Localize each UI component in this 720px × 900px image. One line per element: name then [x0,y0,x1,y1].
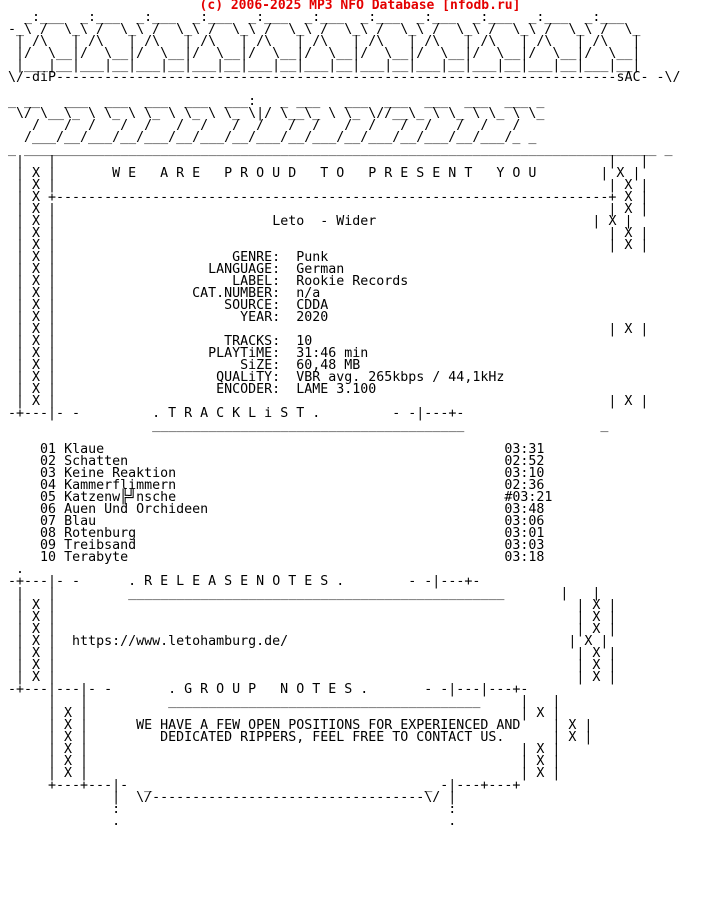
track-name: Terabyte [64,550,129,565]
group-notes-heading: . G R O U P N O T E S . [168,682,369,697]
info-label: GENRE: [232,250,281,265]
tracklist-heading: . T R A C K L i S T . [152,406,321,421]
track-name: Blau [64,514,97,529]
logo-art-line: |/ \__|/ \__|/ \__|/ \__|/ \__|/ \__|/ \__|/ \__|/ \__|/ \__|/ \__| [8,46,641,61]
info-value: n/a [296,286,321,301]
track-time: 03:48 [504,502,545,517]
track-num: 05 [40,490,57,505]
track-time: 03:06 [504,514,545,529]
release-title: - Wider [320,214,377,229]
info-label: SOURCE: [224,298,281,313]
track-time: 03:03 [504,538,545,553]
track-num: 08 [40,526,57,541]
track-time: 03:10 [504,466,545,481]
track-time: 02:52 [504,454,545,469]
track-time: 02:36 [504,478,545,493]
group-notes-line: DEDICATED RIPPERS, FEEL FREE TO CONTACT US. [160,730,505,745]
track-name: Auen Und Orchideen [64,502,209,517]
stat-label: ENCODER: [216,382,281,397]
info-value: Rookie Records [296,274,409,289]
stat-value: 60,48 MB [296,358,361,373]
track-name: Kammerflimmern [64,478,177,493]
track-num: 10 [40,550,57,565]
track-name: Klaue [64,442,105,457]
intro-heading: W E A R E P R O U D T O P R E S E N T Y O U [112,166,537,181]
logo2-art-line: / / / / / / / / / / / / / / / / / / [8,118,521,133]
track-name: Katzenw╠╝nsche [64,490,177,505]
track-time: #03:21 [504,490,553,505]
stat-value: LAME 3.100 [296,382,377,397]
logo-art-line: -_\ / \_\ / \_\ / \_\ / \_\ / \_\ / \_\ / \_\ / \_\ / \_\ / \_\ / \_ [8,22,641,37]
stat-value: VBR avg. 265kbps / 44,1kHz [296,370,505,385]
track-num: 03 [40,466,57,481]
info-value: German [296,262,345,277]
stat-value: 31:46 min [296,346,369,361]
logo2-art-line: /___/__/___/__/___/__/___/__/___/__/___/__/___/__/___/__/___/_ _ [8,130,537,145]
stat-label: QUALiTY: [216,370,281,385]
credit-right: sAC- [616,70,649,85]
track-num: 07 [40,514,57,529]
track-num: 01 [40,442,57,457]
track-time: 03:31 [504,442,545,457]
info-label: CAT.NUMBER: [192,286,281,301]
release-artist: Leto [272,214,305,229]
logo2-art-line: _ __ ___ ___ ___ ___ ___: _ ___ ___ ___ ___ ___ ___ _ [8,94,545,109]
track-name: Rotenburg [64,526,137,541]
nfo-text: _:___ _:___ _:___ _:___ _:___ _:___ _:___ _:___ _:___ _:___ _:___ -_\ / \_\ / \_\ / \_\ / \_\ / \_\ / \_\ / \_\ / \_\ / \_\ / \_\ / \_ | /\ | /\ | /\ | /\ | /\ | /\ | /\ | /\ | /\ | /\ | /\ | |/ \__|/ \__|/ \__|/ \__|/ \__|/ \__|/ \__|/ \__|/ \__|/ \__|/ \__| |___|__|___|__|___|__|___|__|___|__|___|__|___|__|___|__|___|__|___|__|___|__| \/-diP----------------------------------------------------------------------sAC- -\/ _ __ ___ ___ ___ ___ ___: _ ___ ___ ___ ___ ___ ___ _ \/ \__\_ \ \_ \ \_ \ \_ \ \_ \|/ \__\_ \ \_ \//__\_ \ \_ \ \_ \ \_ / / / / / / / / / / / / / / / / / / /___/__/___/__/___/__/___/__/___/__/___/__/___/__/___/__/___/_ _ _ _______________________________________________________________________________ _ | | | | | X | W E A R E P R O U D T O P R E S E N T Y O U | X | | X | | X | | X +---------------------------------------------------------------------+ X | | X | | X | | X | Leto - Wider | X | | X | | X | | X | | X | | X | GENRE: Punk | X | LANGUAGE: German | X | LABEL: Rookie Records | X | CAT.NUMBER: n/a | X | SOURCE: CDDA | X | YEAR: 2020 | X | | X | | X | TRACKS: 10 | X | PLAYTiME: 31:46 min | X | SiZE: 60,48 MB | X | QUALiTY: VBR avg. 265kbps / 44,1kHz | X | ENCODER: LAME 3.100 | X | | X | -+---|- - . T R A C K L i S T . - -|---+- _______________________________________ _ 01 Klaue 03:31 02 Schatten 02:52 03 Keine Reaktion 03:10 04 Kammerflimmern 02:36 05 Katzenw╠╝nsche #03:21 06 Auen Und Orchideen 03:48 07 Blau 03:06 08 Rotenburg 03:01 09 Treibsand 03:03 10 Terabyte 03:18 . -+---|- - . R E L E A S E N O T E S . - -|---+- | | _______________________________________________ | | | X | | X | | X | | X | | X | | X | | X | https://www.letohamburg.de/ | X | | X | | X | | X | | X | | X | | X | -+---|---|- - . G R O U P N O T E S . - -|---|---+- | | _______________________________________ | | | X | | X | | X | WE HAVE A FEW OPEN POSITIONS FOR EXPERIENCED AND | X | | X | DEDICATED RIPPERS, FEEL FREE TO CONTACT US. | X | | X | | X | | X | | X | | X | | X | +---+---|- _ _ -|---+---+ | \/----------------------------------\/ | : : . . [8,10,681,829]
logo-art-line: _:___ _:___ _:___ _:___ _:___ _:___ _:___ _:___ _:___ _:___ _:___ [8,10,625,25]
stat-label: PLAYTiME: [208,346,281,361]
track-num: 02 [40,454,57,469]
stat-label: TRACKS: [224,334,281,349]
group-notes-line: WE HAVE A FEW OPEN POSITIONS FOR EXPERIENCED AND [136,718,521,733]
track-name: Schatten [64,454,129,469]
track-name: Keine Reaktion [64,466,177,481]
track-name: Treibsand [64,538,137,553]
track-num: 04 [40,478,57,493]
credit-left: -diP [24,70,57,85]
info-value: 2020 [296,310,329,325]
info-value: Punk [296,250,329,265]
track-time: 03:18 [504,550,545,565]
release-notes-heading: . R E L E A S E N O T E S . [128,574,345,589]
track-time: 03:01 [504,526,545,541]
track-num: 09 [40,538,57,553]
stat-label: SiZE: [240,358,281,373]
info-label: LANGUAGE: [208,262,281,277]
nfodb-header: (c) 2006-2025 MP3 NFO Database [nfodb.ru] [199,0,521,13]
release-notes-url: https://www.letohamburg.de/ [72,634,289,649]
info-label: YEAR: [240,310,281,325]
logo-art-line: | /\ | /\ | /\ | /\ | /\ | /\ | /\ | /\ | /\ | /\ | /\ | [8,34,641,49]
logo2-art-line: \/ \__\_ \ \_ \ \_ \ \_ \ \_ \|/ \__\_ \ \_ \//__\_ \ \_ \ \_ \ \_ [8,106,545,121]
info-value: CDDA [296,298,329,313]
stat-value: 10 [296,334,313,349]
logo-art-line: |___|__|___|__|___|__|___|__|___|__|___|__|___|__|___|__|___|__|___|__|___|__| [8,58,641,73]
info-label: LABEL: [232,274,281,289]
track-num: 06 [40,502,57,517]
